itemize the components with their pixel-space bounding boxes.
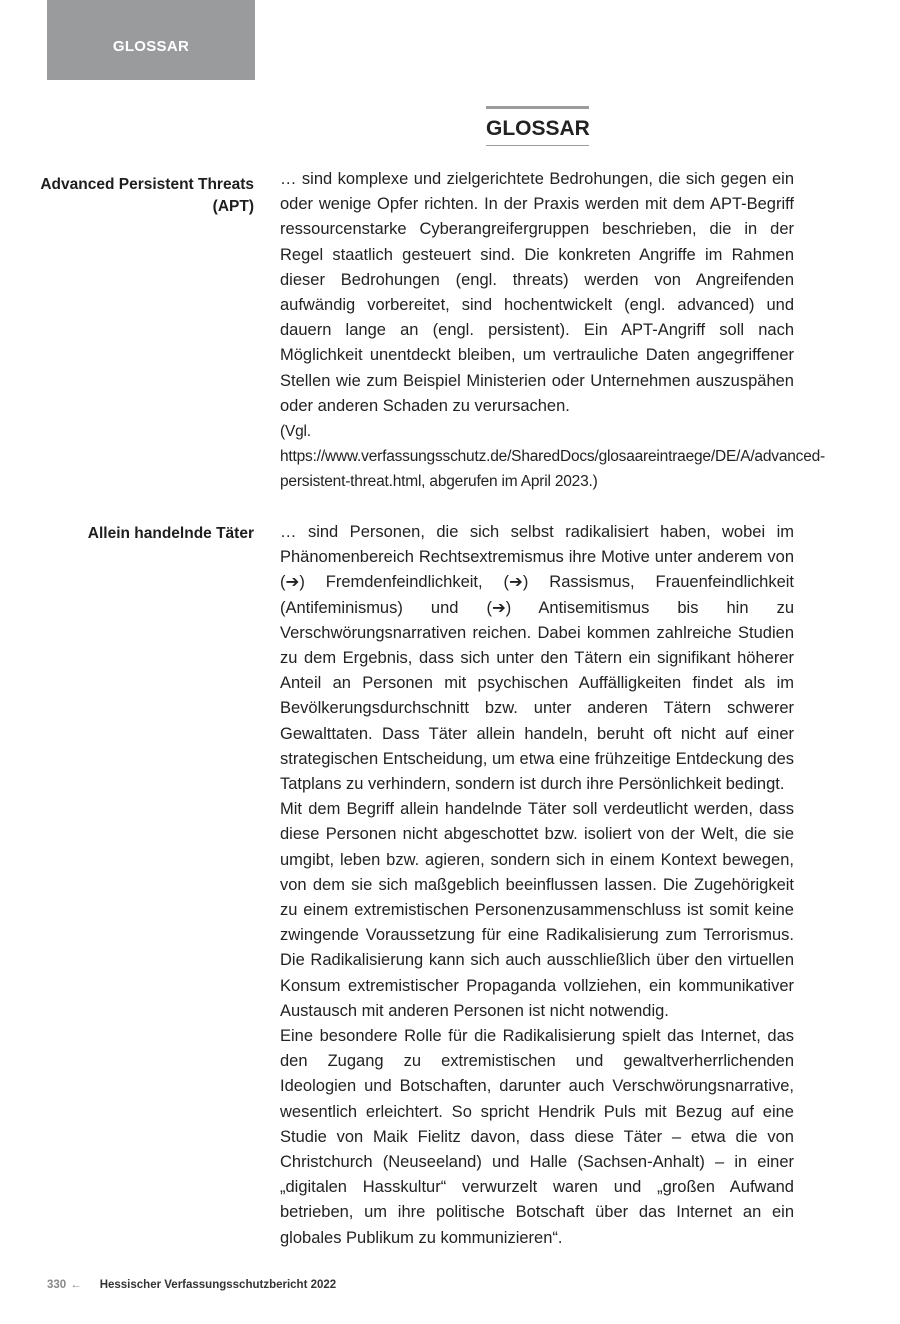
page-footer (47, 1279, 336, 1291)
glossary-definition (280, 167, 826, 495)
footer-title: Hessischer Verfassungsschutzbericht 2022 (99, 1279, 337, 1291)
page-title: GLOSSAR (486, 106, 589, 146)
glossary-term: Allein handelnde Täter (87, 525, 254, 542)
definition-paragraph: … sind komplexe und zielgerichtete Bedrohungen, die sich gegen ein oder wenige Opfer richten. In der Praxis werden mit dem APT-Begriff ressourcenstarke Cyberangreifergruppen beschrieben, die in der Regel staatlich gesteuert sind. Die konkreten Angriffe im Rahmen dieser Bedrohungen (engl. threats) werden von Angreifenden aufwändig vorbereitet, sind hochentwickelt (engl. advanced) und dauern lange an (engl. persistent). Ein APT-Angriff soll nach Möglichkeit unentdeckt bleiben, um vertrauliche Daten angegriffener Stellen wie zum Beispiel Ministerien oder Unternehmen auszuspähen oder anderen Schaden zu verursachen. (280, 170, 794, 415)
definition-paragraph: … sind Personen, die sich selbst radikalisiert haben, wobei im Phänomenbereich Rechtsextremismus ihre Motive unter anderem von (➔) Fremdenfeindlichkeit, (➔) Rassismus, Frauenfeindlichkeit (Antifeminismus) und (➔) Antisemitismus bis hin zu Verschwörungsnarrativen reichen. Dabei kommen zahlreiche Studien zu dem Ergebnis, dass sich unter den Tätern ein signifikant höherer Anteil an Personen mit psychischen Auffälligkeiten findet als im Bevölkerungsdurchschnitt bzw. unter anderen Tätern schwerer Gewalttaten. Dass Täter allein handeln, beruht oft nicht auf einer strategischen Entscheidung, um etwa eine frühzeitige Entdeckung des Tatplans zu verhindern, sondern ist durch ihre Persönlichkeit bedingt. (280, 523, 794, 794)
section-tab-label: GLOSSAR (112, 37, 190, 55)
source-reference: (Vgl. https://www.verfassungsschutz.de/SharedDocs/glosaareintraege/DE/A/advanced-persistent-threat.html, abgerufen im April 2023.) (280, 423, 826, 491)
glossary-term: Advanced Persistent Threats (APT) (40, 176, 254, 215)
page-number: 330 (47, 1279, 67, 1291)
glossary-definition (280, 520, 794, 1251)
definition-paragraph: Mit dem Begriff allein handelnde Täter soll verdeutlicht werden, dass diese Personen nicht abgeschottet bzw. isoliert von der Welt, die sie umgibt, leben bzw. agieren, sondern sich in einem Kontext bewegen, von dem sie sich maßgeblich beeinflussen lassen. Die Zugehörigkeit zu einem extremistischen Personenzusammenschluss ist somit keine zwingende Voraussetzung für eine Radikalisierung zum Terrorismus. Die Radikalisierung kann sich auch ausschließlich über den virtuellen Konsum extremistischer Propaganda vollziehen, ein kommunikativer Austausch mit anderen Personen ist nicht notwendig. (280, 800, 794, 1020)
section-tab (47, 0, 255, 80)
definition-paragraph: Eine besondere Rolle für die Radikalisierung spielt das Internet, das den Zugang zu extremistischen und gewaltverherrlichenden Ideologien und Botschaften, darunter auch Verschwörungsnarrative, wesentlich erleichtert. So spricht Hendrik Puls mit Bezug auf eine Studie von Maik Fielitz davon, dass diese Täter – etwa die von Christchurch (Neuseeland) und Halle (Sachsen-Anhalt) – in einer „digitalen Hasskultur“ verwurzelt waren und „großen Aufwand betrieben, um ihre politische Botschaft über das Internet an ein globales Publikum zu kommunizieren“. (280, 1027, 794, 1247)
back-arrow-icon: ← (70, 1279, 82, 1291)
